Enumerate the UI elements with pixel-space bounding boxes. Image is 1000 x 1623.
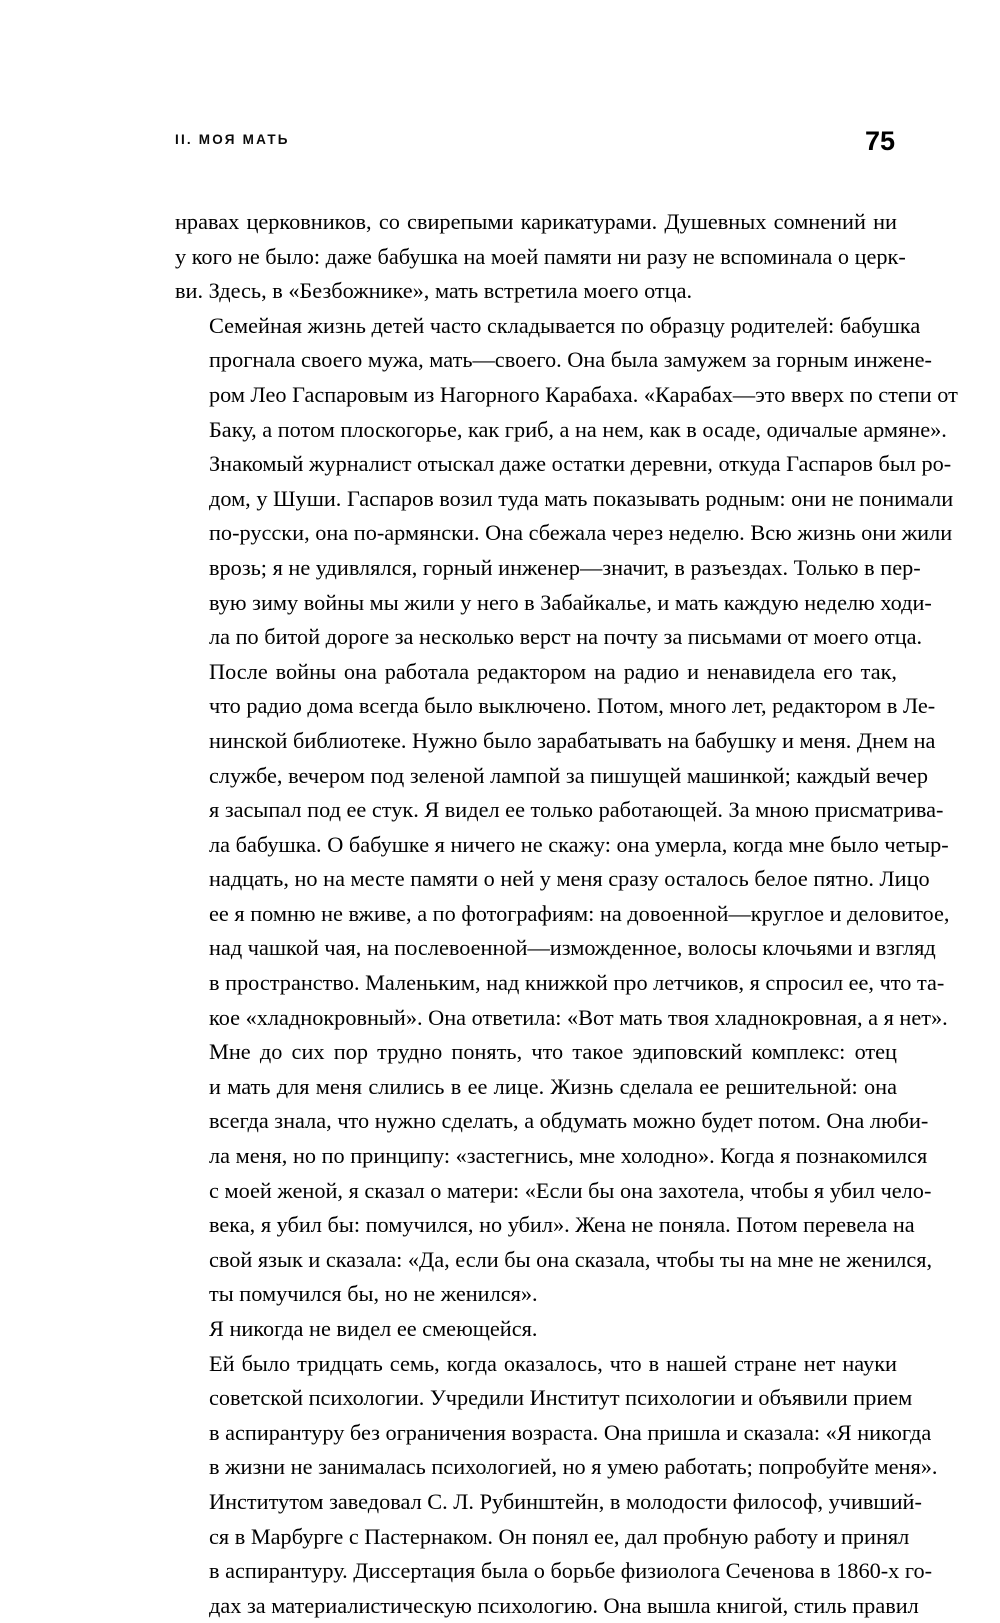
text-line: дом, у Шуши. Гаспаров возил туда мать показывать родным: они не понимали	[209, 485, 954, 511]
paragraph	[175, 655, 950, 1036]
text-line: Институтом заведовал С. Л. Рубинштейн, в молодости философ, учивший-	[209, 1488, 922, 1514]
text-line: ее я помню не вживе, а по фотографиям: на довоенной—круглое и деловитое,	[209, 900, 950, 926]
paragraph	[175, 1347, 938, 1623]
text-line: ви. Здесь, в «Безбожнике», мать встретила моего отца.	[175, 278, 693, 304]
text-line: в аспирантуру без ограничения возраста. Она пришла и сказала: «Я никогда	[209, 1419, 932, 1445]
text-line: Знакомый журналист отыскал даже остатки деревни, откуда Гаспаров был ро-	[209, 451, 952, 477]
text-line: После войны она работала редактором на радио и ненавидела его так,	[209, 658, 897, 684]
text-line: ла по битой дороге за несколько верст на почту за письмами от моего отца.	[209, 624, 923, 650]
text-line: и мать для меня слились в ее лице. Жизнь сделала ее решительной: она	[209, 1073, 897, 1099]
text-line: ты помучился бы, но не женился».	[209, 1281, 538, 1307]
text-line: Мне до сих пор трудно понять, что такое эдиповский комплекс: отец	[209, 1039, 897, 1065]
running-head-title: II. МОЯ МАТЬ	[175, 132, 290, 147]
text-line: службе, вечером под зеленой лампой за пишущей машинкой; каждый вечер	[209, 762, 928, 788]
running-head	[175, 126, 895, 156]
text-line: прогнала своего мужа, мать—своего. Она была замужем за горным инжене-	[209, 347, 932, 373]
text-line: Ей было тридцать семь, когда оказалось, что в нашей стране нет науки	[209, 1350, 897, 1376]
paragraph	[175, 205, 906, 309]
paragraph	[175, 1035, 933, 1312]
text-line: у кого не было: даже бабушка на моей памяти ни разу не вспоминала о церк-	[175, 243, 906, 269]
text-line: кое «хладнокровный». Она ответила: «Вот мать твоя хладнокровная, а я нет».	[209, 1004, 948, 1030]
text-line: Баку, а потом плоскогорье, как гриб, а на нем, как в осаде, одичалые армяне».	[209, 416, 947, 442]
text-line: ла меня, но по принципу: «застегнись, мне холодно». Когда я познакомился	[209, 1143, 928, 1169]
text-line: надцать, но на месте памяти о ней у меня сразу осталось белое пятно. Лицо	[209, 866, 930, 892]
text-line: ром Лео Гаспаровым из Нагорного Карабаха. «Карабах—это вверх по степи от	[209, 381, 958, 407]
text-line: Семейная жизнь детей часто складывается по образцу родителей: бабушка	[209, 312, 921, 338]
text-line: что радио дома всегда было выключено. Потом, много лет, редактором в Ле-	[209, 693, 936, 719]
text-line: советской психологии. Учредили Институт психологии и объявили прием	[209, 1385, 913, 1411]
text-line: века, я убил бы: помучился, но убил». Жена не поняла. Потом перевела на	[209, 1212, 915, 1238]
text-line: в аспирантуру. Диссертация была о борьбе физиолога Сеченова в 1860-х го-	[209, 1558, 933, 1584]
text-line: свой язык и сказала: «Да, если бы она сказала, чтобы ты на мне не женился,	[209, 1246, 933, 1272]
text-line: врозь; я не удивлялся, горный инженер—значит, в разъездах. Только в пер-	[209, 554, 921, 580]
text-line: в пространство. Маленьким, над книжкой про летчиков, я спросил ее, что та-	[209, 970, 945, 996]
text-line: я засыпал под ее стук. Я видел ее только работающей. За мною присматрива-	[209, 797, 944, 823]
page-number: 75	[864, 126, 895, 156]
text-line: всегда знала, что нужно сделать, а обдумать можно будет потом. Она люби-	[209, 1108, 929, 1134]
paragraph	[175, 309, 958, 655]
paragraph	[175, 1312, 897, 1347]
text-line: ся в Марбурге с Пастернаком. Он понял ее, дал пробную работу и принял	[209, 1523, 910, 1549]
text-line: дах за материалистическую психологию. Она вышла книгой, стиль правил	[209, 1592, 919, 1618]
text-line: вую зиму войны мы жили у него в Забайкалье, и мать каждую неделю ходи-	[209, 589, 932, 615]
text-line: над чашкой чая, на послевоенной—изможденное, волосы клочьями и взгляд	[209, 935, 936, 961]
text-line: в жизни не занималась психологией, но я умею работать; попробуйте меня».	[209, 1454, 938, 1480]
text-line: Я никогда не видел ее смеющейся.	[209, 1316, 538, 1341]
body-text-block	[175, 205, 958, 1623]
text-line: по-русски, она по-армянски. Она сбежала через неделю. Всю жизнь они жили	[209, 520, 953, 546]
text-line: ла бабушка. О бабушке я ничего не скажу: она умерла, когда мне было четыр-	[209, 831, 949, 857]
text-line: с моей женой, я сказал о матери: «Если бы она захотела, чтобы я убил чело-	[209, 1177, 932, 1203]
text-line: нравах церковников, со свирепыми карикатурами. Душевных сомнений ни	[175, 209, 897, 234]
text-line: нинской библиотеке. Нужно было зарабатывать на бабушку и меня. Днем на	[209, 727, 936, 753]
